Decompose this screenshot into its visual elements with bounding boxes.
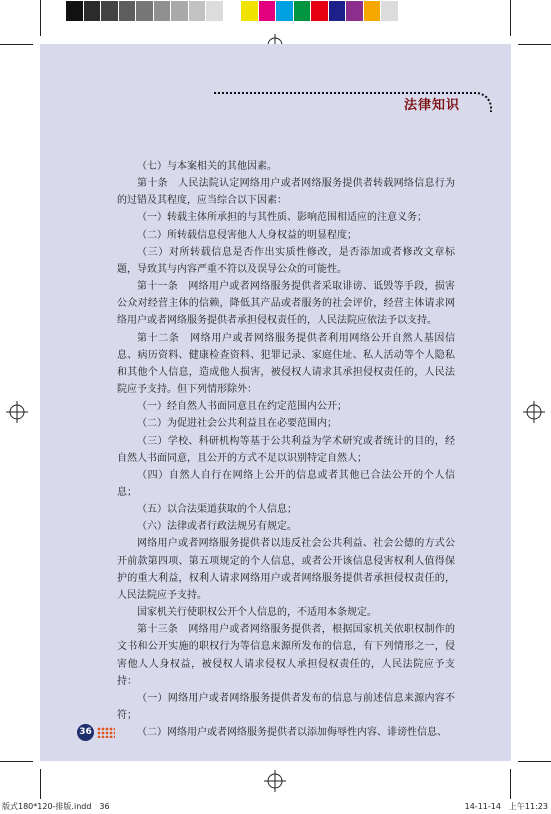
article-body — [117, 158, 455, 741]
body-paragraph: 第十条 人民法院认定网络用户或者网络服务提供者转载网络信息行为的过错及其程度，应当综合以下因素： — [117, 178, 455, 207]
calibration-swatch — [329, 1, 347, 21]
registration-mark-icon — [6, 401, 28, 423]
calibration-swatch — [276, 1, 294, 21]
crop-mark — [518, 761, 551, 762]
body-paragraph: （二）为促进社会公共利益且在必要范围内； — [137, 418, 337, 430]
calibration-swatch — [259, 1, 277, 21]
body-paragraph: （三）学校、科研机构等基于公共利益为学术研究或者统计的目的，经自然人书面同意，且公开的方式不足以识别特定自然人； — [117, 435, 455, 464]
section-title: 法律知识 — [402, 94, 462, 113]
body-paragraph: 第十三条 网络用户或者网络服务提供者，根据国家机关依职权制作的文书和公开实施的职权行为等信息来源所发布的信息，有下列情形之一，侵害他人人身权益，被侵权人请求侵权人承担侵权责任的，人民法院应予支持： — [117, 624, 455, 687]
calibration-swatch — [381, 1, 399, 21]
crop-mark — [0, 44, 33, 45]
calibration-swatch — [101, 1, 119, 21]
registration-mark-icon — [264, 770, 286, 792]
body-paragraph: （六）法律或者行政法规另有规定。 — [137, 521, 297, 533]
body-paragraph: （三）对所转载信息是否作出实质性修改，是否添加或者修改文章标题，导致其与内容严重不符以及误导公众的可能性。 — [117, 246, 455, 275]
slug-filename: 版式180*120-排版.indd 36 — [2, 802, 110, 811]
calibration-swatch — [224, 1, 242, 21]
slug-timestamp: 14-11-14 上午11:23 — [464, 802, 548, 811]
page-number: 36 — [77, 724, 94, 741]
body-paragraph: 第十一条 网络用户或者网络服务提供者采取诽谤、诋毁等手段，损害公众对经营主体的信赖，降低其产品或者服务的社会评价，经营主体请求网络用户或者网络服务提供者承担侵权责任的，人民法院应依法予以支持。 — [117, 281, 455, 327]
calibration-swatch — [136, 1, 154, 21]
calibration-swatch — [119, 1, 137, 21]
crop-mark — [510, 769, 511, 799]
crop-mark — [40, 0, 41, 36]
registration-mark-icon — [523, 401, 545, 423]
calibration-swatch — [399, 1, 417, 21]
crop-mark — [518, 44, 551, 45]
body-paragraph: 国家机关行使职权公开个人信息的，不适用本条规定。 — [137, 607, 377, 619]
calibration-swatch — [154, 1, 172, 21]
body-paragraph: （一）网络用户或者网络服务提供者发布的信息与前述信息来源内容不符； — [117, 692, 455, 721]
calibration-swatch — [364, 1, 382, 21]
body-paragraph: （一）转载主体所承担的与其性质、影响范围相适应的注意义务； — [137, 212, 427, 224]
calibration-swatch — [294, 1, 312, 21]
body-paragraph: （二）所转载信息侵害他人人身权益的明显程度； — [137, 229, 357, 241]
page-number-ornament-icon — [97, 727, 115, 738]
body-paragraph: 网络用户或者网络服务提供者以违反社会公共利益、社会公德的方式公开前款第四项、第五项规定的个人信息，或者公开该信息侵害权利人值得保护的重大利益，权利人请求网络用户或者网络服务提供者承担侵权责任的，人民法院应予支持。 — [117, 538, 455, 601]
body-paragraph: 第十二条 网络用户或者网络服务提供者利用网络公开自然人基因信息、病历资料、健康检查资料、犯罪记录、家庭住址、私人活动等个人隐私和其他个人信息，造成他人损害，被侵权人请求其承担侵权责任的，人民法院应予支持。但下列情形除外： — [117, 332, 455, 396]
crop-mark — [40, 769, 41, 799]
body-paragraph: （五）以合法渠道获取的个人信息； — [137, 504, 297, 516]
body-paragraph: （四）自然人自行在网络上公开的信息或者其他已合法公开的个人信息； — [117, 469, 455, 498]
calibration-swatch — [311, 1, 329, 21]
calibration-swatch — [171, 1, 189, 21]
calibration-swatch — [84, 1, 102, 21]
calibration-swatch — [346, 1, 364, 21]
body-paragraph: （二）网络用户或者网络服务提供者以添加侮辱性内容、诽谤性信息、 — [137, 727, 447, 739]
body-paragraph: （七）与本案相关的其他因素。 — [137, 161, 277, 172]
calibration-swatch — [241, 1, 259, 21]
color-calibration-bar — [66, 1, 416, 21]
calibration-swatch — [206, 1, 224, 21]
calibration-swatch — [66, 1, 84, 21]
crop-mark — [0, 761, 33, 762]
crop-mark — [510, 0, 511, 36]
body-paragraph: （一）经自然人书面同意且在约定范围内公开； — [137, 401, 347, 413]
calibration-swatch — [189, 1, 207, 21]
